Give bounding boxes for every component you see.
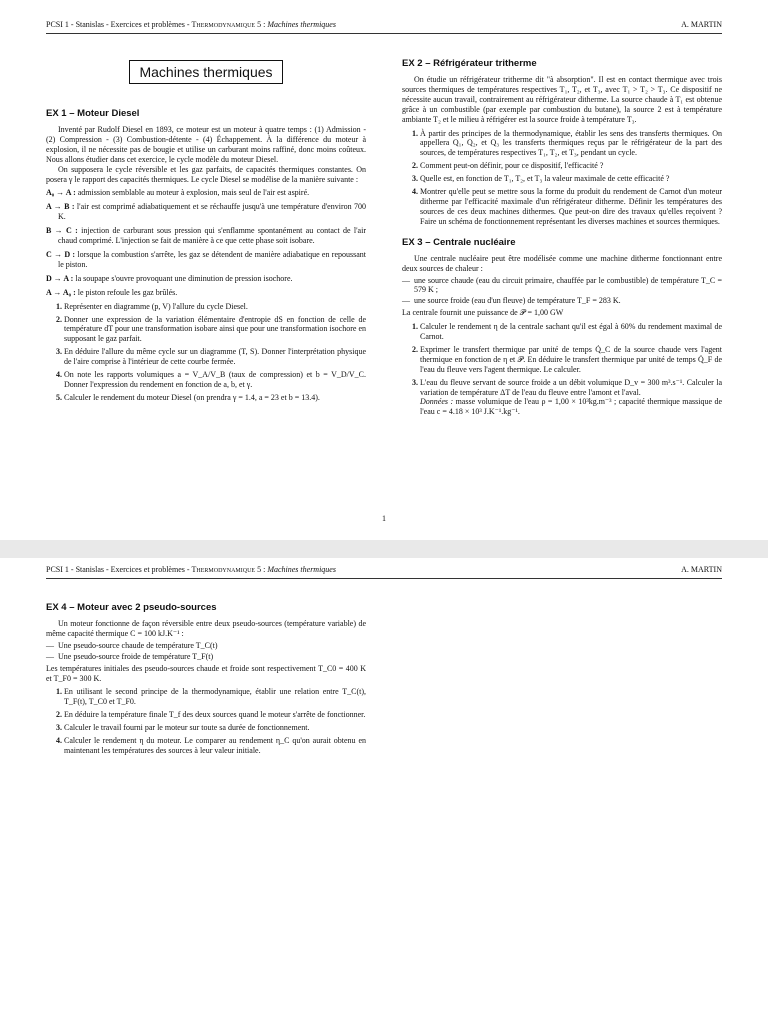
question-item: 4. Montrer qu'elle peut se mettre sous la forme du produit du rendement de Carnot d'un moteur ditherme par l'efficacité maximale d'un réfrigérateur ditherme. Définir les températures des sources de ces deux machines dithermes. Que peut-on dire des travaux qu'elles reçoivent ? Faire un schéma de fonctionnement représentant les diverses machines et sources thermiques.	[420, 187, 722, 227]
question-item: 3. Calculer le travail fourni par le moteur sur toute sa durée de fonctionnement.	[64, 723, 366, 733]
header-course: PCSI 1 - Stanislas - Exercices et problèmes -	[46, 20, 192, 29]
cycle-step: A → B : l'air est comprimé adiabatiquement et se réchauffe jusqu'à une température d'environ 700 K.	[46, 202, 367, 222]
header-author: A. MARTIN	[681, 20, 722, 29]
question-item: 2. Comment peut-on définir, pour ce dispositif, l'efficacité ?	[420, 161, 722, 171]
ex2-intro: On étudie un réfrigérateur tritherme dit "à absorption". Il est en contact thermique avec trois sources thermiques de températures respectives T₁, T₂, et T₃, avec T₁ > T₂ > T₃. Ce dispositif ne nécessite aucun travail, contrairement au réfrigérateur ditherme. La source chaude à T₁ est obtenue grâce à un combustible (par exemple par combustion du butane), la source 2 est à température ambiante T₂ et le milieu à réfrigérer est la source froide à température T₃.	[402, 75, 722, 124]
ex4-initial: Les températures initiales des pseudo-sources chaude et froide sont respectivement T_C0 = 400 K et T_F0 = 300 K.	[46, 663, 366, 683]
question-item: 2. Exprimer le transfert thermique par unité de temps Q̇_C de la source chaude vers l'agent thermique en fonction de η et 𝒫. En déduire le transfert thermique par unité de temps Q̇_F de l'eau du fleuve vers l'agent thermique. Le calculer.	[420, 345, 722, 375]
page-2-left-column	[46, 602, 366, 759]
header-course: PCSI 1 - Stanislas - Exercices et problèmes -	[46, 565, 192, 574]
left-column	[46, 60, 366, 406]
question-item: 3. Quelle est, en fonction de T₁, T₂, et T₃ la valeur maximale de cette efficacité ?	[420, 174, 722, 184]
ex3-questions	[402, 322, 722, 417]
page-number: 1	[382, 514, 386, 523]
ex2-questions	[402, 129, 722, 227]
ex1-steps	[46, 188, 366, 297]
question-item: 4. On note les rapports volumiques a = V_A/V_B (taux de compression) et b = V_D/V_C. Donner l'expression du rendement en fonction de a, b, et γ.	[64, 370, 366, 390]
ex4-heading: EX 4 – Moteur avec 2 pseudo-sources	[46, 602, 217, 613]
data-label: Données :	[420, 397, 454, 407]
question-item: 5. Calculer le rendement du moteur Diesel (on prendra γ = 1.4, a = 23 et b = 13.4).	[64, 393, 366, 403]
right-column	[402, 58, 722, 420]
cycle-step: C → D : lorsque la combustion s'arrête, les gaz se détendent de manière adiabatique en repoussant le piston.	[46, 249, 366, 269]
list-item: — Une pseudo-source chaude de température T_C(t)	[58, 641, 366, 651]
question-item: 3. En déduire l'allure du même cycle sur un diagramme (T, S). Donner l'interprétation physique de l'aire comprise à l'intérieur de cette courbe fermée.	[64, 347, 366, 367]
document-title: Machines thermiques	[129, 60, 283, 84]
header-author: A. MARTIN	[681, 565, 722, 574]
list-item: — Une pseudo-source froide de température T_F(t)	[58, 652, 366, 662]
ex3-intro: Une centrale nucléaire peut être modélisée comme une machine ditherme fonctionnant entre deux sources de chaleur :	[402, 253, 722, 273]
ex4-intro: Un moteur fonctionne de façon réversible entre deux pseudo-sources (température variable) de même capacité thermique C = 100 kJ.K⁻¹ :	[46, 619, 366, 638]
list-item: — une source froide (eau d'un fleuve) de température T_F = 283 K.	[414, 296, 722, 306]
header-topic: Machines thermiques	[267, 20, 336, 29]
ex1-intro-2: On supposera le cycle réversible et les gaz parfaits, de capacités thermiques constantes. On posera γ le rapport des capacités thermiques. Le cycle Diesel se modélise de la manière suivante :	[46, 164, 366, 184]
question-item: 4. Calculer le rendement η du moteur. Le comparer au rendement η_C qu'on aurait obtenu en maintenant les températures des sources à leur valeur initiale.	[64, 736, 366, 756]
question-item: 1. Représenter en diagramme (p, V) l'allure du cycle Diesel.	[64, 302, 366, 312]
ex1-questions	[46, 302, 366, 403]
cycle-step: B → C : injection de carburant sous pression qui s'enflamme spontanément au contact de l'air chaud comprimé. L'injection se fait de manière à ce que cette phase soit isobare.	[46, 226, 366, 246]
question-item: 1. À partir des principes de la thermodynamique, établir les sens des transferts thermiques. On appellera Q₁, Q₂, et Q₃ les transferts thermiques reçus par le réfrigérateur de la part des sources, de températures respectives T₁, T₂, et T₃, pendant un cycle.	[420, 129, 722, 159]
cycle-step: D → A : la soupape s'ouvre provoquant une diminution de pression isochore.	[46, 273, 293, 283]
ex3-heading: EX 3 – Centrale nucléaire	[402, 236, 516, 248]
question-item: 2. Donner une expression de la variation élémentaire d'entropie dS en fonction de celle de température dT pour une transformation isobare ainsi que pour une transformation isochore en supposant le gaz parfait.	[64, 315, 366, 345]
header-chapter: Thermodynamique 5 :	[191, 565, 268, 574]
header-rule	[46, 578, 722, 579]
header-topic: Machines thermiques	[267, 565, 336, 574]
question-item: 1. Calculer le rendement η de la centrale sachant qu'il est égal à 60% du rendement maximal de Carnot.	[420, 322, 722, 342]
data-text: masse volumique de l'eau ρ = 1,00 × 10³kg.m⁻³ ; capacité thermique massique de l'eau c = 4.18 × 10³ J.K⁻¹.kg⁻¹.	[420, 397, 723, 417]
list-item: — une source chaude (eau du circuit primaire, chauffée par le combustible) de température T_C = 579 K ;	[414, 276, 722, 296]
question-item: 1. En utilisant le second principe de la thermodynamique, établir une relation entre T_C(t), T_F(t), T_C0 et T_F0.	[64, 687, 366, 707]
header-chapter: Thermodynamique 5 :	[191, 20, 268, 29]
ex4-sources	[46, 641, 366, 662]
ex4-questions	[46, 687, 366, 755]
ex1-heading: EX 1 – Moteur Diesel	[46, 108, 140, 119]
ex1-intro-1: Inventé par Rudolf Diesel en 1893, ce moteur est un moteur à quatre temps : (1) Admission - (2) Compression - (3) Combustion-détente - (4) Échappement. À la différence du moteur à explosion, il ne nécessite pas de bougie et utilise un carburant moins raffiné, donc moins coûteux. Nous allons étudier dans cet exercice, le cycle modèle du moteur Diesel.	[46, 125, 366, 164]
cycle-step: A₀ → A : admission semblable au moteur à explosion, mais seul de l'air est aspiré.	[46, 188, 310, 198]
ex3-sources	[402, 276, 722, 307]
question-item: 2. En déduire la température finale T_f des deux sources quand le moteur s'arrête de fonctionner.	[64, 710, 366, 720]
header-rule	[46, 33, 722, 34]
cycle-step: A → A₀ : le piston refoule les gaz brûlés.	[46, 287, 178, 297]
ex2-heading: EX 2 – Réfrigérateur tritherme	[402, 58, 537, 69]
ex3-power: La centrale fournit une puissance de 𝒫 = 1,00 GW	[402, 308, 564, 318]
question-item: 3. L'eau du fleuve servant de source froide a un débit volumique D_v = 300 m³.s⁻¹. Calculer la variation de température ΔT de l'eau du fleuve entre l'amont et l'aval. Données : masse volumique de l'eau ρ = 1,00 × 10³kg.m⁻³ ; capacité thermique massique de l'eau c = 4.18 × 10³ J.K⁻¹.kg⁻¹.	[420, 378, 722, 418]
